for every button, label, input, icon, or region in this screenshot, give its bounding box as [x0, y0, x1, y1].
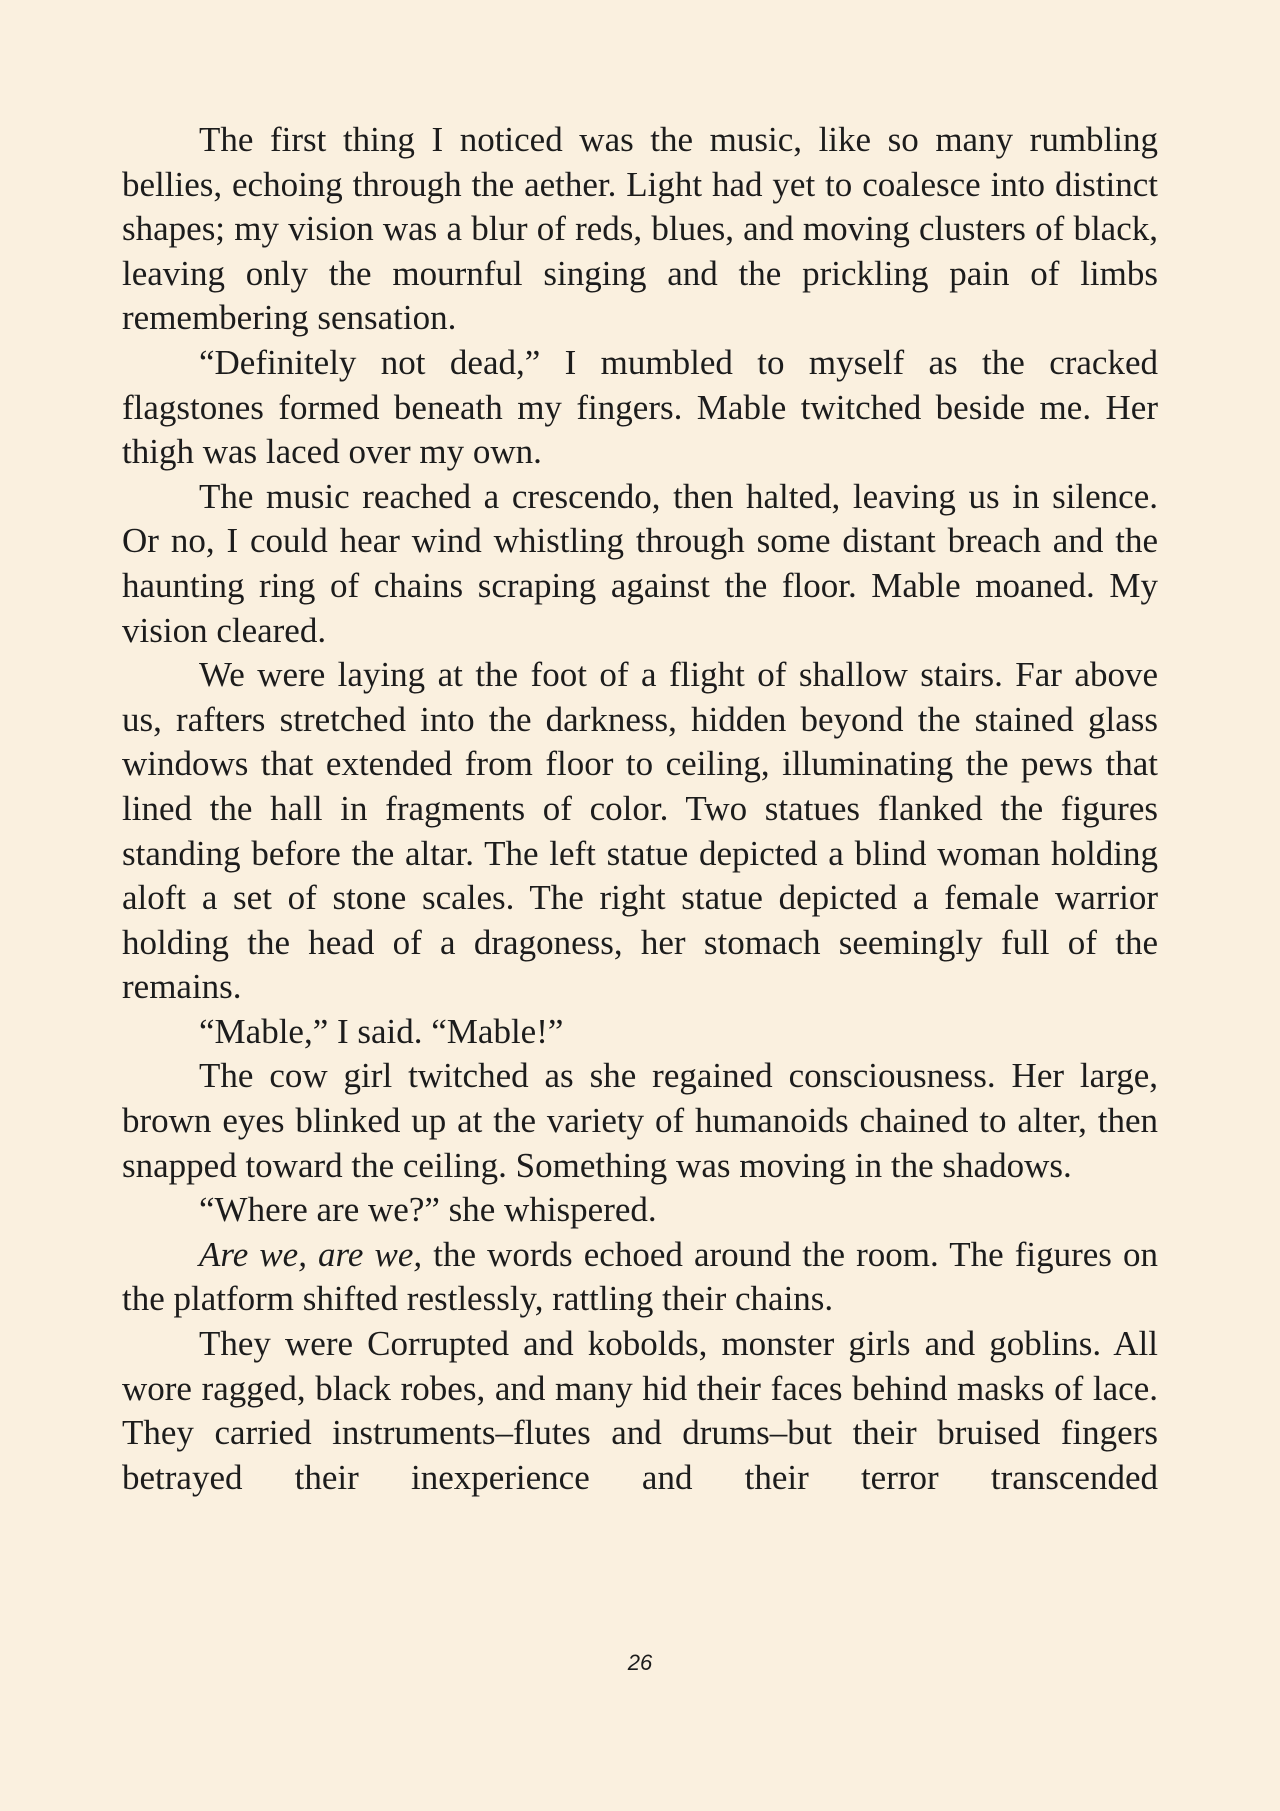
paragraph-6: The cow girl twitched as she regained consciousness. Her large, brown eyes blinked up at the variety of humanoids chained to alter, then snapped toward the ceiling. Something was moving in the shadows.	[122, 1056, 1158, 1185]
paragraph-8	[122, 1233, 1158, 1322]
body-text	[122, 118, 1158, 1500]
paragraph-1: The first thing I noticed was the music, like so many rumbling bellies, echoing through the aether. Light had yet to coalesce into distinct shapes; my vision was a blur of reds, blues, and moving clusters of black, leaving only the mournful singing and the prickling pain of limbs remembering sensation.	[122, 120, 1158, 338]
echo-italic-text: Are we, are we,	[199, 1234, 423, 1274]
paragraph-3: The music reached a crescendo, then halted, leaving us in silence. Or no, I could hear wind whistling through some distant breach and the haunting ring of chains scraping against the floor. Mable moaned. My vision cleared.	[122, 476, 1158, 650]
paragraph-5: “Mable,” I said. “Mable!”	[199, 1011, 564, 1051]
paragraph-4: We were laying at the foot of a flight of shallow stairs. Far above us, rafters stretched into the darkness, hidden beyond the stained glass windows that extended from floor to ceiling, illuminating the pews that lined the hall in fragments of color. Two statues flanked the figures standing before the altar. The left statue depicted a blind woman holding aloft a set of stone scales. The right statue depicted a female warrior holding the head of a dragoness, her stomach seemingly full of the remains.	[122, 655, 1158, 1007]
paragraph-7: “Where are we?” she whispered.	[199, 1190, 657, 1230]
echo-rest-text: the words echoed around the room. The figures on the platform shifted restlessly, rattling their chains.	[122, 1234, 1158, 1319]
page-number: 26	[627, 1650, 653, 1675]
paragraph-2: “Definitely not dead,” I mumbled to myself as the cracked flagstones formed beneath my fingers. Mable twitched beside me. Her thigh was laced over my own.	[122, 342, 1158, 472]
paragraph-9: They were Corrupted and kobolds, monster girls and goblins. All wore ragged, black robes, and many hid their faces behind masks of lace. They carried instruments–flutes and drums–but their bruised fingers betrayed their inexperience and their terror transcended	[122, 1324, 1158, 1497]
